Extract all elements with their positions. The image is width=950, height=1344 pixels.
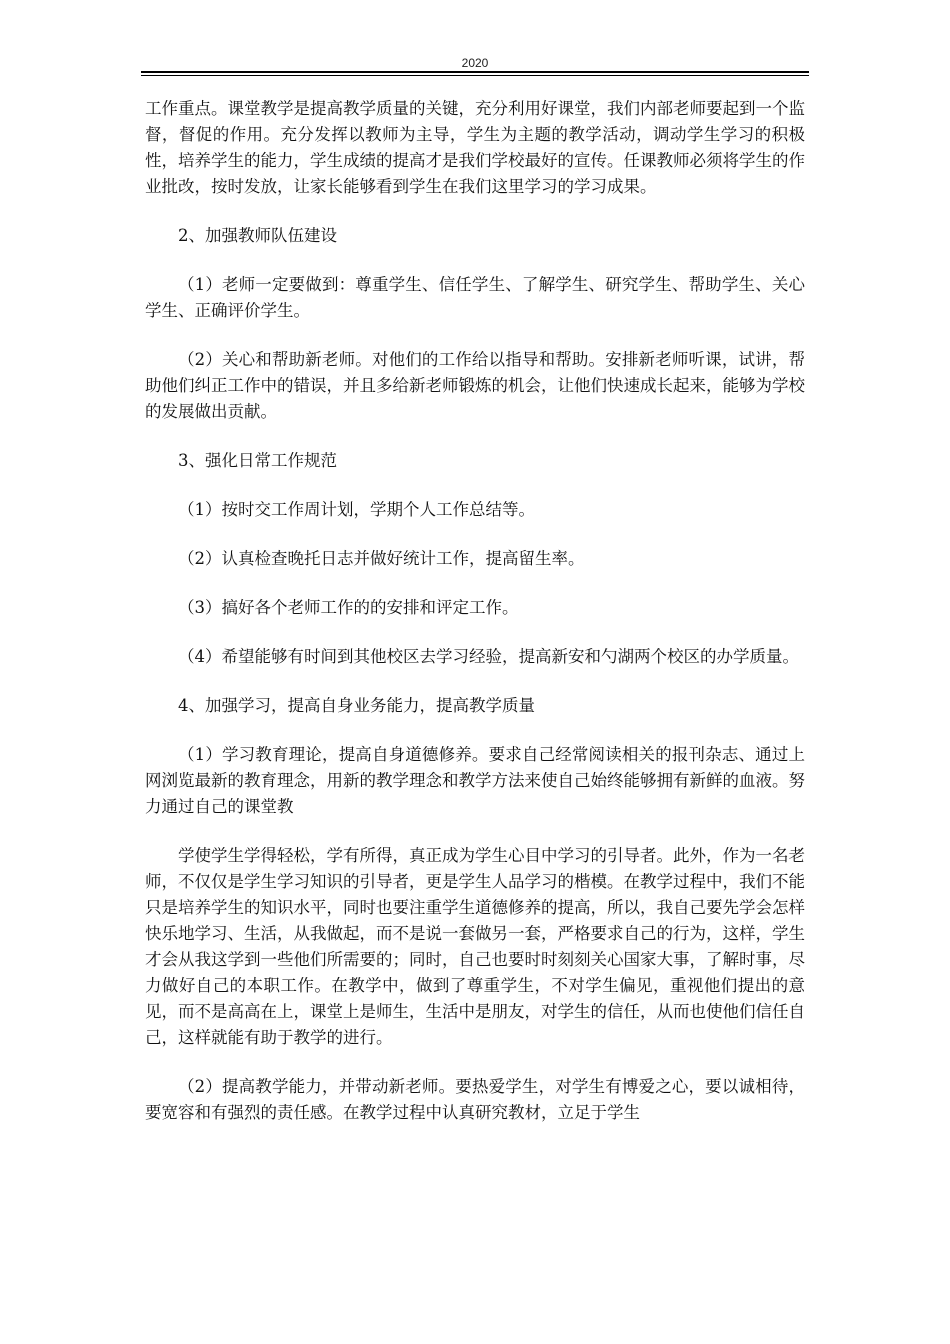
header-rule-thin <box>141 75 809 76</box>
paragraph: （3）搞好各个老师工作的的安排和评定工作。 <box>178 598 519 617</box>
paragraph: 学使学生学得轻松，学有所得，真正成为学生心目中学习的引导者。此外，作为一名老师，不仅仅是学生学习知识的引导者，更是学生人品学习的楷模。在教学过程中，我们不能只是培养学生的知识水平，同时也要注重学生道德修养的提高，所以，我自己要先学会怎样快乐地学习、生活，从我做起，而不是说一套做另一套，严格要求自己的行为，这样，学生才会从我这学到一些他们所需要的；同时，自己也要时时刻刻关心国家大事，了解时事，尽力做好自己的本职工作。在教学中，做到了尊重学生，不对学生偏见，重视他们提出的意见，而不是高高在上，课堂上是师生，生活中是朋友，对学生的信任，从而也使他们信任自己，这样就能有助于教学的进行。 <box>145 846 805 1047</box>
document-body <box>145 96 805 1126</box>
header-rule-thick <box>141 71 809 73</box>
paragraph: （2）关心和帮助新老师。对他们的工作给以指导和帮助。安排新老师听课，试讲，帮助他们纠正工作中的错误，并且多给新老师锻炼的机会，让他们快速成长起来，能够为学校的发展做出贡献。 <box>145 350 805 421</box>
paragraph: （1）学习教育理论，提高自身道德修养。要求自己经常阅读相关的报刊杂志、通过上网浏览最新的教育理念，用新的教学理念和教学方法来使自己始终能够拥有新鲜的血液。努力通过自己的课堂教 <box>145 745 805 816</box>
paragraph: （1）老师一定要做到：尊重学生、信任学生、了解学生、研究学生、帮助学生、关心学生、正确评价学生。 <box>145 275 805 320</box>
header-year: 2020 <box>461 56 489 70</box>
paragraph: （1）按时交工作周计划，学期个人工作总结等。 <box>178 500 535 519</box>
paragraph: （2）认真检查晚托日志并做好统计工作，提高留生率。 <box>178 549 585 568</box>
section-heading-4: 4、加强学习，提高自身业务能力，提高教学质量 <box>178 696 535 715</box>
paragraph: （4）希望能够有时间到其他校区去学习经验，提高新安和勺湖两个校区的办学质量。 <box>178 647 799 666</box>
section-heading-2: 2、加强教师队伍建设 <box>178 226 337 245</box>
section-heading-3: 3、强化日常工作规范 <box>178 451 337 470</box>
paragraph: （2）提高教学能力，并带动新老师。要热爱学生，对学生有博爱之心，要以诚相待，要宽容和有强烈的责任感。在教学过程中认真研究教材，立足于学生 <box>145 1077 805 1122</box>
page-header <box>141 56 809 78</box>
paragraph-continuation: 工作重点。课堂教学是提高教学质量的关键，充分利用好课堂，我们内部老师要起到一个监督，督促的作用。充分发挥以教师为主导，学生为主题的教学活动，调动学生学习的积极性，培养学生的能力，学生成绩的提高才是我们学校最好的宣传。任课教师必须将学生的作业批改，按时发放，让家长能够看到学生在我们这里学习的学习成果。 <box>145 99 805 196</box>
